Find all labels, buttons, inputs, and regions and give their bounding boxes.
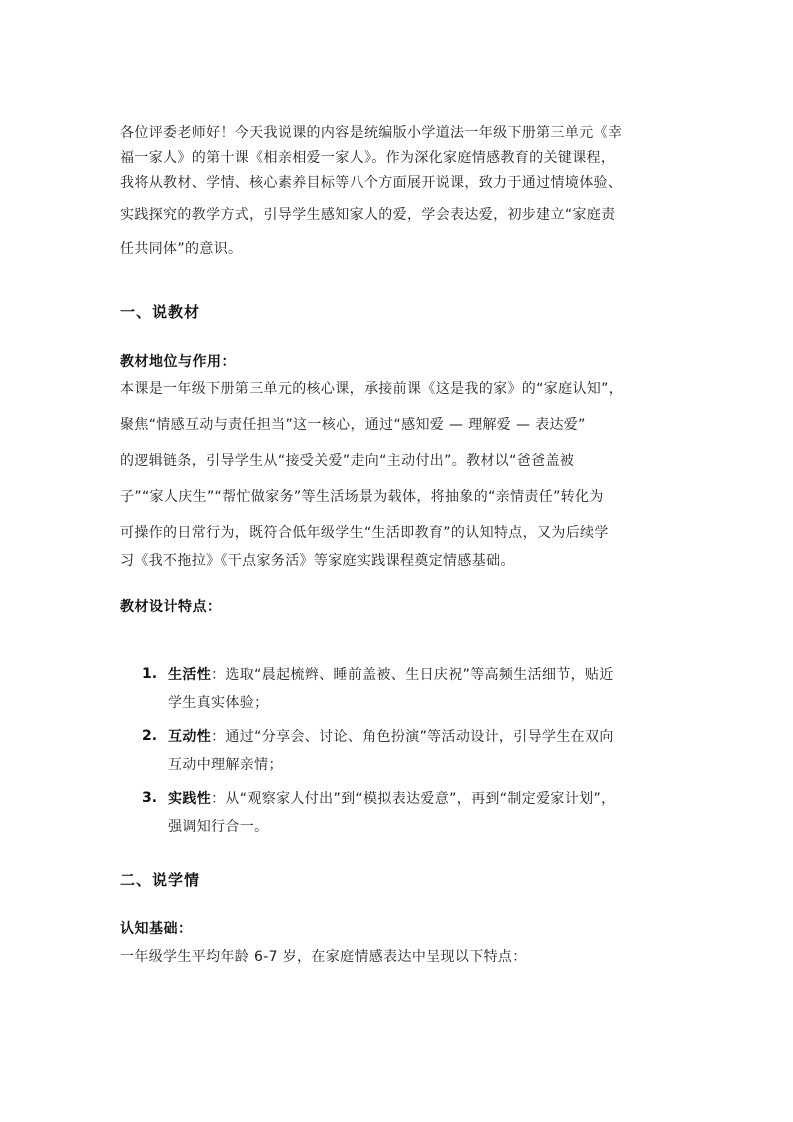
- list-item-line: 强调知行合一。: [168, 819, 269, 835]
- list-item-line: [168, 790, 615, 808]
- position-line: 的逻辑链条，引导学生从“接受关爱”走向“主动付出”。教材以“爸爸盖被: [120, 453, 575, 469]
- section-heading-learning: 二、说学情: [120, 871, 201, 889]
- position-line: 子”“家人庆生”“帮忙做家务”等生活场景为载体，将抽象的“亲情责任”转化为: [120, 489, 604, 505]
- intro-line: 我将从教材、学情、核心素养目标等八个方面展开说课，致力于通过情境体验、: [120, 175, 623, 191]
- position-line: 习《我不拖拉》《干点家务活》等家庭实践课程奠定情感基础。: [120, 553, 515, 569]
- section-heading-textbook: 一、说教材: [120, 303, 201, 321]
- list-item-term: 生活性: [168, 667, 212, 683]
- list-item-number: 1.: [142, 666, 158, 682]
- intro-line: 任共同体”的意识。: [120, 241, 243, 257]
- position-line: 可操作的日常行为，既符合低年级学生“生活即教育”的认知特点，又为后续学: [120, 525, 609, 541]
- subheading-cognitive: 认知基础：: [120, 921, 193, 937]
- list-item-text: ：选取“晨起梳辫、睡前盖被、生日庆祝”等高频生活细节，贴近: [211, 667, 614, 683]
- cognitive-line: 一年级学生平均年龄 6-7 岁，在家庭情感表达中呈现以下特点：: [120, 949, 527, 965]
- list-item-line: [168, 666, 614, 684]
- list-item-number: 2.: [142, 728, 158, 744]
- intro-line: 各位评委老师好！今天我说课的内容是统编版小学道法一年级下册第三单元《幸: [120, 125, 623, 141]
- list-item-line: 互动中理解亲情；: [168, 757, 283, 773]
- list-item-text: ：从“观察家人付出”到“模拟表达爱意”，再到“制定爱家计划”，: [211, 791, 616, 807]
- position-line: 聚焦“情感互动与责任担当”这一核心，通过“感知爱 — 理解爱 — 表达爱”: [120, 417, 586, 433]
- list-item-line: [168, 728, 614, 746]
- list-item-term: 实践性: [168, 791, 212, 807]
- subheading-position: 教材地位与作用：: [120, 354, 236, 370]
- subheading-features: 教材设计特点：: [120, 599, 222, 615]
- list-item-line: 学生真实体验；: [168, 695, 269, 711]
- intro-line: 福一家人》的第十课《相亲相爱一家人》。作为深化家庭情感教育的关键课程，: [120, 150, 616, 166]
- list-item-text: ：通过“分享会、讨论、角色扮演”等活动设计，引导学生在双向: [211, 729, 614, 745]
- intro-line: 实践探究的教学方式，引导学生感知家人的爱，学会表达爱，初步建立“家庭责: [120, 207, 616, 223]
- position-line: 本课是一年级下册第三单元的核心课，承接前课《这是我的家》的“家庭认知”，: [120, 381, 624, 397]
- list-item-term: 互动性: [168, 729, 212, 745]
- list-item-number: 3.: [142, 790, 158, 806]
